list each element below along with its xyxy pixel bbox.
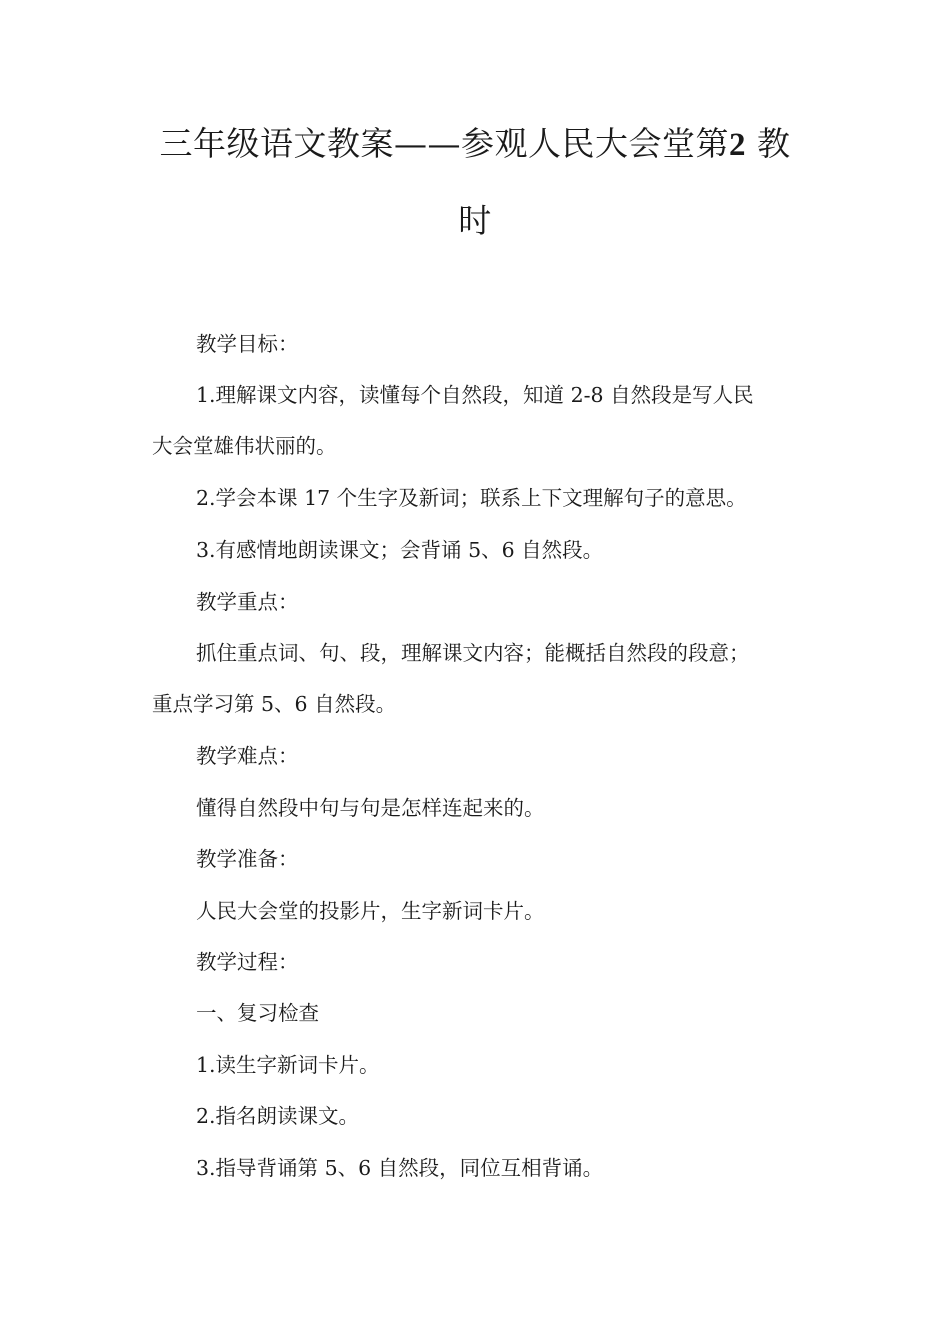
goal-1-continued: 大会堂雄伟状丽的。 xyxy=(152,434,337,458)
title-text-a: 三年级语文教案——参观人民大会堂第 xyxy=(159,124,729,163)
title-number: 2 xyxy=(729,127,746,163)
process-step-3: 3.指导背诵第 5、6 自然段，同位互相背诵。 xyxy=(196,1156,604,1180)
process-section-1: 一、复习检查 xyxy=(196,1001,319,1025)
preparation-text: 人民大会堂的投影片，生字新词卡片。 xyxy=(196,899,545,923)
document-title xyxy=(150,124,800,165)
goal-3: 3.有感情地朗读课文；会背诵 5、6 自然段。 xyxy=(196,538,604,562)
difficulties-text: 懂得自然段中句与句是怎样连起来的。 xyxy=(196,796,545,820)
title-text-b: 教 xyxy=(757,124,791,163)
heading-difficulties: 教学难点： xyxy=(196,744,299,768)
process-step-1: 1.读生字新词卡片。 xyxy=(196,1053,380,1077)
heading-key-points: 教学重点： xyxy=(196,590,299,614)
heading-preparation: 教学准备： xyxy=(196,847,299,871)
key-points-text: 抓住重点词、句、段，理解课文内容；能概括自然段的段意； xyxy=(196,641,750,665)
heading-process: 教学过程： xyxy=(196,950,299,974)
process-step-2: 2.指名朗读课文。 xyxy=(196,1104,360,1128)
goal-1: 1.理解课文内容，读懂每个自然段，知道 2-8 自然段是写人民 xyxy=(196,383,754,407)
document-title-continued: 时 xyxy=(458,201,492,240)
goal-2: 2.学会本课 17 个生字及新词；联系上下文理解句子的意思。 xyxy=(196,486,747,510)
key-points-continued: 重点学习第 5、6 自然段。 xyxy=(152,692,397,716)
heading-teaching-goals: 教学目标： xyxy=(196,332,299,356)
